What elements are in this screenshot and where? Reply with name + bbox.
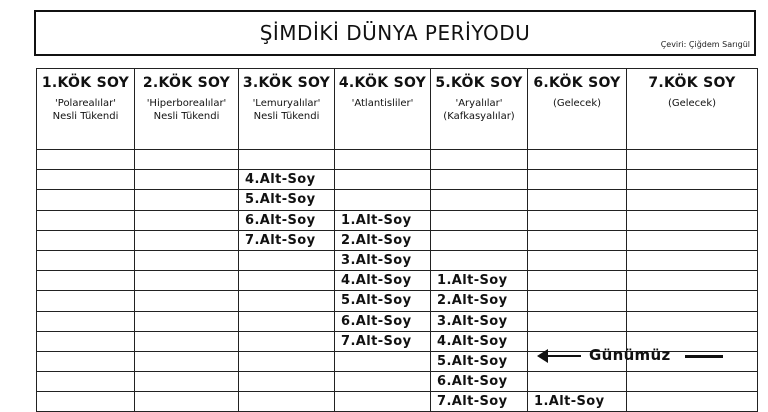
sub-race-label	[37, 233, 43, 248]
sub-race-label: 7.Alt-Soy	[437, 394, 508, 410]
sub-race-label	[627, 293, 633, 308]
table-cell	[135, 392, 239, 412]
root-race-name: (Gelecek)	[667, 98, 717, 109]
table-cell	[431, 210, 528, 230]
table-cell	[627, 210, 758, 230]
sub-race-label	[37, 273, 43, 288]
table-cell	[135, 250, 239, 270]
sub-race-label	[528, 192, 534, 207]
table-row	[37, 392, 758, 412]
table-cell	[431, 392, 528, 412]
table-cell	[37, 230, 135, 250]
table-cell	[528, 271, 627, 291]
sub-race-label	[335, 354, 341, 369]
page-title: ŞİMDİKİ DÜNYA PERİYODU	[259, 21, 531, 45]
header-row	[37, 69, 758, 150]
table-cell	[335, 230, 431, 250]
root-race-title: 1.KÖK SOY	[41, 75, 130, 91]
table-cell	[239, 210, 335, 230]
table-cell	[528, 291, 627, 311]
sub-race-label	[528, 172, 534, 187]
sub-race-label: 7.Alt-Soy	[245, 232, 316, 248]
sub-race-label: 6.Alt-Soy	[437, 374, 508, 390]
sub-race-label	[239, 273, 245, 288]
sub-race-label	[239, 354, 245, 369]
sub-race-label	[135, 354, 141, 369]
table-cell	[528, 311, 627, 331]
table-cell	[135, 190, 239, 210]
root-race-name: 'Polarealılar'	[55, 98, 116, 109]
sub-race-label	[135, 293, 141, 308]
sub-race-label	[135, 334, 141, 349]
table-cell	[37, 271, 135, 291]
table-cell	[528, 190, 627, 210]
table-cell	[335, 372, 431, 392]
table-cell	[431, 170, 528, 190]
table-cell	[135, 331, 239, 351]
table-cell	[239, 311, 335, 331]
table-cell	[627, 271, 758, 291]
table-cell	[431, 190, 528, 210]
table-cell	[431, 291, 528, 311]
table-cell	[528, 392, 627, 412]
root-race-title: 3.KÖK SOY	[242, 75, 331, 91]
sub-race-label	[528, 233, 534, 248]
table-cell	[431, 331, 528, 351]
table-cell	[431, 271, 528, 291]
sub-race-label	[37, 293, 43, 308]
table-cell	[627, 170, 758, 190]
table-cell	[431, 250, 528, 270]
table-cell	[37, 311, 135, 331]
sub-race-label	[627, 152, 633, 167]
sub-race-label	[135, 314, 141, 329]
table-cell	[335, 331, 431, 351]
table-row	[37, 372, 758, 392]
table-cell	[37, 372, 135, 392]
sub-race-label	[135, 253, 141, 268]
table-cell	[627, 311, 758, 331]
table-row	[37, 150, 758, 170]
table-cell	[37, 170, 135, 190]
sub-race-label: 4.Alt-Soy	[341, 273, 412, 289]
sub-race-label	[37, 213, 43, 228]
sub-race-label	[135, 152, 141, 167]
table-cell	[528, 210, 627, 230]
table-cell	[135, 372, 239, 392]
sub-race-label	[528, 152, 534, 167]
sub-race-label	[528, 374, 534, 389]
root-race-name: 'Atlantisliler'	[351, 98, 414, 109]
sub-race-label: 5.Alt-Soy	[245, 192, 316, 208]
sub-race-label	[239, 394, 245, 409]
table-cell	[335, 351, 431, 371]
root-race-status: Nesli Tükendi	[153, 111, 220, 122]
table-cell	[239, 392, 335, 412]
sub-race-label: 4.Alt-Soy	[245, 172, 316, 188]
sub-race-label: 6.Alt-Soy	[245, 212, 316, 228]
sub-race-label	[528, 314, 534, 329]
table-cell	[37, 150, 135, 170]
table-cell	[627, 190, 758, 210]
table-cell	[239, 150, 335, 170]
table-row	[37, 311, 758, 331]
root-race-title: 6.KÖK SOY	[533, 75, 621, 91]
table-cell	[335, 190, 431, 210]
sub-race-label: 1.Alt-Soy	[341, 212, 412, 228]
table-cell	[528, 230, 627, 250]
sub-race-label	[135, 273, 141, 288]
sub-race-label: 5.Alt-Soy	[437, 353, 508, 369]
table-cell	[135, 271, 239, 291]
sub-race-label	[135, 233, 141, 248]
sub-race-label	[627, 253, 633, 268]
sub-race-label	[239, 334, 245, 349]
sub-race-label	[627, 192, 633, 207]
sub-race-label	[37, 172, 43, 187]
root-race-name: (Gelecek)	[552, 98, 602, 109]
sub-race-label	[37, 253, 43, 268]
root-race-name: 'Lemuryalılar'	[252, 98, 321, 109]
sub-race-label	[239, 253, 245, 268]
sub-race-label: 6.Alt-Soy	[341, 313, 412, 329]
sub-race-label	[239, 152, 245, 167]
table-cell	[239, 250, 335, 270]
sub-race-label	[431, 253, 437, 268]
arrow-tail-line	[685, 355, 723, 358]
sub-race-label	[239, 314, 245, 329]
table-cell	[37, 291, 135, 311]
sub-race-rows	[37, 150, 758, 412]
table-cell	[37, 210, 135, 230]
table-cell	[627, 372, 758, 392]
sub-race-label	[135, 374, 141, 389]
table-cell	[431, 230, 528, 250]
header-cell-root-4	[335, 69, 431, 150]
table-cell	[335, 392, 431, 412]
sub-race-label: 7.Alt-Soy	[341, 333, 412, 349]
header-cell-root-3	[239, 69, 335, 150]
table-cell	[37, 351, 135, 371]
sub-race-label	[431, 233, 437, 248]
sub-race-label	[431, 192, 437, 207]
table-row	[37, 170, 758, 190]
sub-race-label	[431, 172, 437, 187]
table-cell	[239, 230, 335, 250]
table-cell	[627, 392, 758, 412]
header-cell-root-5	[431, 69, 528, 150]
table-cell	[627, 291, 758, 311]
header-cell-root-7	[627, 69, 758, 150]
table-cell	[335, 150, 431, 170]
table-cell	[239, 190, 335, 210]
table-cell	[528, 150, 627, 170]
table-cell	[335, 311, 431, 331]
sub-race-label	[239, 293, 245, 308]
sub-race-label: 4.Alt-Soy	[437, 333, 508, 349]
table-cell	[135, 170, 239, 190]
root-race-title: 7.KÖK SOY	[648, 75, 736, 91]
sub-race-label	[528, 293, 534, 308]
table-cell	[239, 372, 335, 392]
sub-race-label	[37, 334, 43, 349]
table-cell	[135, 351, 239, 371]
root-race-name: 'Hiperborealılar'	[146, 98, 227, 109]
table-cell	[335, 291, 431, 311]
sub-race-label	[627, 213, 633, 228]
sub-race-label	[135, 192, 141, 207]
header-cell-root-6	[528, 69, 627, 150]
sub-race-label	[335, 152, 341, 167]
root-race-title: 5.KÖK SOY	[435, 75, 523, 91]
table-cell	[431, 150, 528, 170]
sub-race-label: 1.Alt-Soy	[437, 273, 508, 289]
root-race-name: 'Aryalılar'	[455, 98, 503, 109]
sub-race-label	[627, 172, 633, 187]
table-cell	[335, 210, 431, 230]
table-cell	[335, 250, 431, 270]
root-race-status: Nesli Tükendi	[52, 111, 119, 122]
arrow-shaft	[543, 355, 581, 357]
sub-race-label	[37, 354, 43, 369]
table-cell	[627, 230, 758, 250]
table-cell	[528, 170, 627, 190]
sub-race-label	[431, 213, 437, 228]
sub-race-label	[335, 192, 341, 207]
table-cell	[37, 331, 135, 351]
table-cell	[239, 351, 335, 371]
table-cell	[431, 351, 528, 371]
table-cell	[239, 291, 335, 311]
sub-race-label	[335, 172, 341, 187]
table-cell	[37, 392, 135, 412]
sub-race-label	[528, 213, 534, 228]
table-row	[37, 291, 758, 311]
root-race-status: (Kafkasyalılar)	[443, 111, 515, 122]
sub-race-label	[135, 394, 141, 409]
sub-race-label	[335, 374, 341, 389]
table-row	[37, 190, 758, 210]
sub-race-label	[528, 253, 534, 268]
sub-race-label: 2.Alt-Soy	[341, 232, 412, 248]
sub-race-label	[37, 374, 43, 389]
sub-race-label	[37, 152, 43, 167]
sub-race-label: 2.Alt-Soy	[437, 293, 508, 309]
present-day-marker	[537, 345, 752, 367]
table-cell	[37, 190, 135, 210]
sub-race-label	[37, 314, 43, 329]
table-cell	[239, 331, 335, 351]
table-cell	[431, 311, 528, 331]
sub-race-label	[627, 233, 633, 248]
table-cell	[135, 230, 239, 250]
sub-race-label	[627, 374, 633, 389]
sub-race-label: 1.Alt-Soy	[534, 394, 605, 410]
header-cell-root-2	[135, 69, 239, 150]
table-row	[37, 230, 758, 250]
sub-race-label	[239, 374, 245, 389]
table-cell	[335, 271, 431, 291]
table-cell	[627, 150, 758, 170]
root-race-status: Nesli Tükendi	[253, 111, 320, 122]
table-cell	[239, 170, 335, 190]
table-cell	[239, 271, 335, 291]
table-cell	[627, 250, 758, 270]
sub-race-label	[627, 273, 633, 288]
table-cell	[335, 170, 431, 190]
sub-race-label	[37, 394, 43, 409]
table-row	[37, 250, 758, 270]
sub-race-label	[335, 394, 341, 409]
table-cell	[135, 210, 239, 230]
sub-race-label	[135, 213, 141, 228]
sub-race-label	[37, 192, 43, 207]
root-race-title: 4.KÖK SOY	[338, 75, 427, 91]
table-cell	[37, 250, 135, 270]
root-race-title: 2.KÖK SOY	[142, 75, 231, 91]
sub-race-label: 5.Alt-Soy	[341, 293, 412, 309]
present-day-label: Günümüz	[589, 346, 671, 364]
table-cell	[135, 150, 239, 170]
table-cell	[528, 372, 627, 392]
sub-race-label	[528, 273, 534, 288]
title-box	[34, 10, 756, 56]
translator-credit: Çeviri: Çiğdem Sarıgül	[660, 40, 750, 49]
sub-race-label: 3.Alt-Soy	[437, 313, 508, 329]
header-cell-root-1	[37, 69, 135, 150]
table-row	[37, 210, 758, 230]
sub-race-label	[627, 394, 633, 409]
sub-race-label	[528, 334, 534, 349]
sub-race-label	[135, 172, 141, 187]
sub-race-label: 3.Alt-Soy	[341, 253, 412, 269]
table-cell	[135, 291, 239, 311]
table-cell	[431, 372, 528, 392]
table-cell	[135, 311, 239, 331]
sub-race-label	[627, 314, 633, 329]
sub-race-label	[528, 354, 534, 369]
table-cell	[528, 250, 627, 270]
table-row	[37, 271, 758, 291]
sub-race-label	[431, 152, 437, 167]
